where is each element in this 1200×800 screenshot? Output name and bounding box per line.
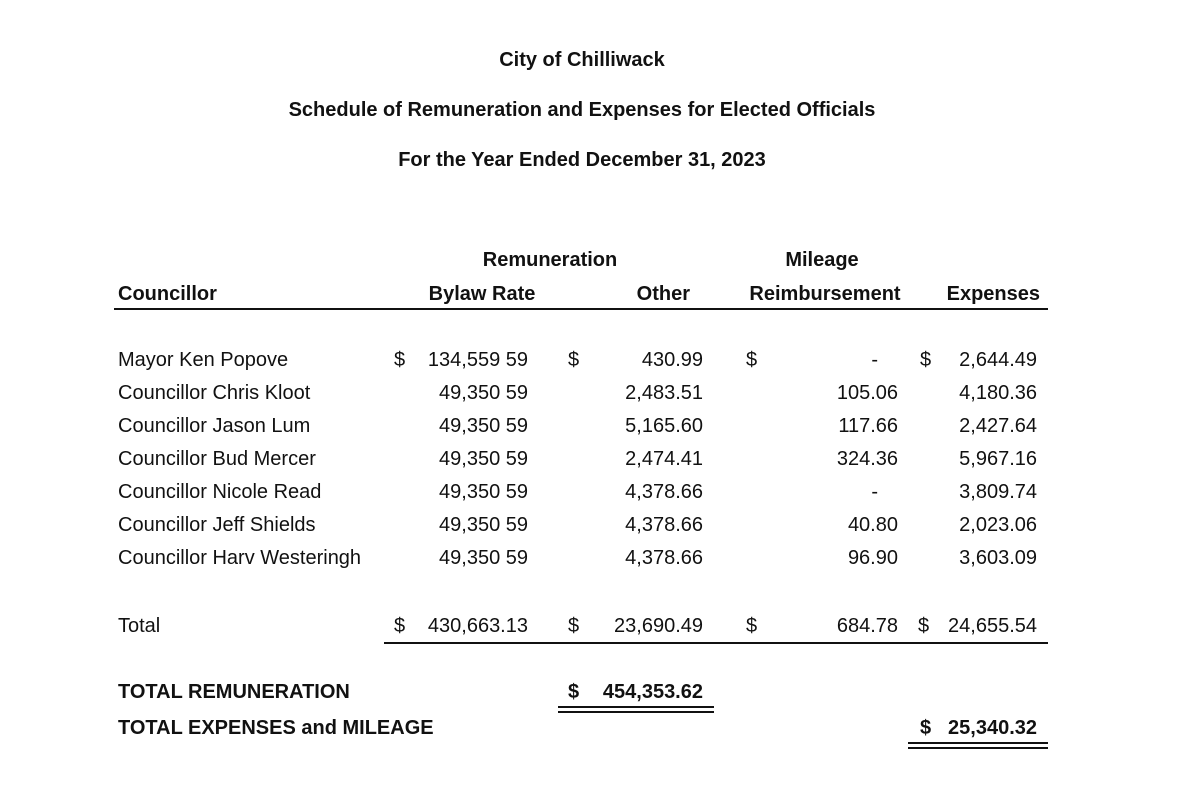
mileage-value: 96.90 bbox=[847, 547, 898, 569]
bylaw-rate-value: 49,350 59 bbox=[439, 415, 528, 437]
mileage-value: 117.66 bbox=[838, 415, 898, 437]
total-bylaw-value: 430,663.13 bbox=[427, 615, 528, 637]
bylaw-rate-value: 134,559 59 bbox=[427, 349, 528, 371]
currency-symbol: $ bbox=[746, 349, 758, 371]
bylaw-rate-value: 49,350 59 bbox=[439, 547, 528, 569]
currency-symbol: $ bbox=[394, 349, 406, 371]
expenses-value: 5,967.16 bbox=[959, 448, 1037, 470]
bylaw-rate-value: 49,350 59 bbox=[439, 448, 528, 470]
total-row bbox=[0, 614, 1200, 642]
total-other-value: 23,690.49 bbox=[614, 615, 703, 637]
mileage-value: - bbox=[871, 349, 878, 371]
councillor-name: Councillor Bud Mercer bbox=[118, 448, 316, 470]
currency-symbol: $ bbox=[746, 615, 758, 637]
total-expenses-mileage-label: TOTAL EXPENSES and MILEAGE bbox=[118, 717, 434, 739]
expenses-value: 3,809.74 bbox=[959, 481, 1037, 503]
remuneration-double-underline-top bbox=[558, 706, 714, 708]
remuneration-group-header: Remuneration bbox=[482, 249, 618, 271]
table-row bbox=[0, 348, 1200, 376]
mileage-header-line2: Reimbursement bbox=[749, 283, 901, 305]
councillor-name: Councillor Harv Westeringh bbox=[118, 547, 362, 569]
other-value: 4,378.66 bbox=[625, 547, 703, 569]
other-header: Other bbox=[636, 283, 690, 305]
total-remuneration-label: TOTAL REMUNERATION bbox=[118, 681, 350, 703]
currency-symbol: $ bbox=[918, 615, 930, 637]
expenses-double-underline-bottom bbox=[908, 747, 1048, 749]
other-value: 4,378.66 bbox=[625, 514, 703, 536]
table-row bbox=[0, 546, 1200, 574]
total-label: Total bbox=[118, 615, 161, 637]
mileage-header-line1: Mileage bbox=[785, 249, 859, 271]
total-remuneration-value: 454,353.62 bbox=[602, 681, 703, 703]
table-row bbox=[0, 513, 1200, 541]
table-row bbox=[0, 480, 1200, 508]
councillor-name: Councillor Jeff Shields bbox=[118, 514, 316, 536]
expenses-value: 2,644.49 bbox=[959, 349, 1037, 371]
councillor-name: Councillor Nicole Read bbox=[118, 481, 322, 503]
total-expenses-mileage-value: 25,340.32 bbox=[948, 717, 1037, 739]
mileage-value: 40.80 bbox=[847, 514, 898, 536]
period-title: For the Year Ended December 31, 2023 bbox=[398, 149, 766, 171]
schedule-title: Schedule of Remuneration and Expenses for Elected Officials bbox=[288, 99, 876, 121]
other-value: 2,483.51 bbox=[625, 382, 703, 404]
remuneration-double-underline-bottom bbox=[558, 711, 714, 713]
other-value: 4,378.66 bbox=[625, 481, 703, 503]
expenses-value: 4,180.36 bbox=[959, 382, 1037, 404]
other-value: 5,165.60 bbox=[625, 415, 703, 437]
currency-symbol: $ bbox=[920, 717, 932, 739]
table-row bbox=[0, 447, 1200, 475]
currency-symbol: $ bbox=[568, 349, 580, 371]
table-row bbox=[0, 381, 1200, 409]
expenses-double-underline-top bbox=[908, 742, 1048, 744]
mileage-value: 105.06 bbox=[836, 382, 898, 404]
bylaw-rate-value: 49,350 59 bbox=[439, 382, 528, 404]
councillor-header: Councillor bbox=[118, 283, 217, 305]
other-value: 2,474.41 bbox=[625, 448, 703, 470]
councillor-name: Councillor Jason Lum bbox=[118, 415, 311, 437]
header-underline bbox=[114, 308, 1048, 310]
currency-symbol: $ bbox=[568, 681, 580, 703]
expenses-value: 2,427.64 bbox=[959, 415, 1037, 437]
total-mileage-value: 684.78 bbox=[836, 615, 898, 637]
other-value: 430.99 bbox=[641, 349, 703, 371]
expenses-value: 2,023.06 bbox=[959, 514, 1037, 536]
total-expenses-value: 24,655.54 bbox=[948, 615, 1037, 637]
currency-symbol: $ bbox=[394, 615, 406, 637]
expenses-value: 3,603.09 bbox=[959, 547, 1037, 569]
total-underline bbox=[384, 642, 1048, 644]
bylaw-rate-value: 49,350 59 bbox=[439, 481, 528, 503]
currency-symbol: $ bbox=[568, 615, 580, 637]
organization-title: City of Chilliwack bbox=[499, 49, 665, 71]
mileage-value: 324.36 bbox=[836, 448, 898, 470]
table-row bbox=[0, 414, 1200, 442]
councillor-name: Councillor Chris Kloot bbox=[118, 382, 311, 404]
councillor-name: Mayor Ken Popove bbox=[118, 349, 289, 371]
mileage-value: - bbox=[871, 481, 878, 503]
bylaw-rate-header: Bylaw Rate bbox=[428, 283, 536, 305]
expenses-header: Expenses bbox=[946, 283, 1040, 305]
currency-symbol: $ bbox=[920, 349, 932, 371]
bylaw-rate-value: 49,350 59 bbox=[439, 514, 528, 536]
